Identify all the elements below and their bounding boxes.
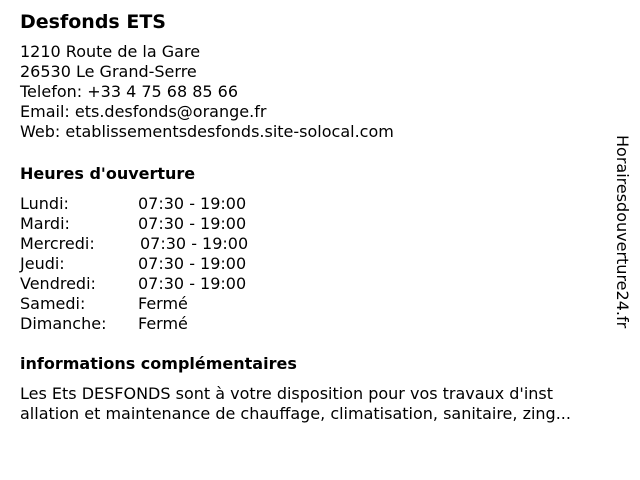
- hours-row-thursday: [20, 254, 248, 274]
- hours-day: Lundi:: [20, 194, 69, 213]
- hours-row-friday: [20, 274, 248, 294]
- hours-heading: Heures d'ouverture: [20, 164, 196, 183]
- hours-day: Mardi:: [20, 214, 70, 233]
- hours-time: 07:30 - 19:00: [140, 234, 249, 253]
- hours-day: Jeudi:: [20, 254, 65, 273]
- email-text: Email: ets.desfonds@orange.fr: [20, 102, 267, 121]
- hours-time: Fermé: [138, 294, 188, 313]
- phone-text: Telefon: +33 4 75 68 85 66: [20, 82, 239, 101]
- hours-row-saturday: [20, 294, 248, 314]
- hours-time: Fermé: [138, 314, 188, 333]
- hours-day: Vendredi:: [20, 274, 96, 293]
- business-card: [20, 10, 620, 423]
- info-heading: informations complémentaires: [20, 354, 297, 373]
- hours-row-wednesday: [20, 234, 248, 254]
- hours-day: Dimanche:: [20, 314, 107, 333]
- brand-watermark: Horairesdouverture24.fr: [613, 135, 632, 329]
- hours-table: [20, 194, 248, 334]
- hours-time: 07:30 - 19:00: [138, 254, 247, 273]
- hours-row-tuesday: [20, 214, 248, 234]
- hours-row-sunday: [20, 314, 248, 334]
- info-description: [20, 384, 620, 424]
- hours-time: 07:30 - 19:00: [138, 214, 247, 233]
- contact-block: [20, 42, 620, 142]
- info-line-1: Les Ets DESFONDS sont à votre disposition pour vos travaux d'inst: [20, 384, 554, 403]
- business-name: Desfonds ETS: [20, 11, 166, 33]
- hours-day: Mercredi:: [20, 234, 95, 253]
- hours-time: 07:30 - 19:00: [138, 194, 247, 213]
- hours-row-monday: [20, 194, 248, 214]
- hours-time: 07:30 - 19:00: [138, 274, 247, 293]
- address-line-city: 26530 Le Grand-Serre: [20, 62, 197, 81]
- info-line-2: allation et maintenance de chauffage, climatisation, sanitaire, zing...: [20, 404, 571, 423]
- address-line-street: 1210 Route de la Gare: [20, 42, 201, 61]
- hours-day: Samedi:: [20, 294, 86, 313]
- web-text: Web: etablissementsdesfonds.site-solocal.com: [20, 122, 394, 141]
